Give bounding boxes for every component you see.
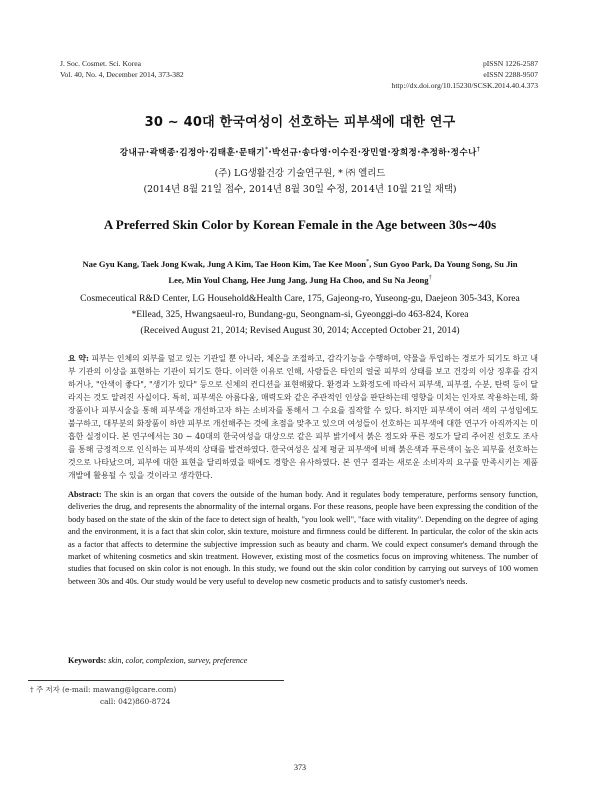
korean-authors-b: ·박선규·송다영·이수진·장민열·장희정·추정하·정수나 [268, 148, 477, 158]
pissn: pISSN 1226-2587 [482, 59, 538, 68]
english-authors-line1 [60, 255, 540, 271]
footnote-email: † 주 저자 (e-mail: mawang@lgcare.com) [30, 685, 177, 694]
keywords-list: skin, color, complexion, survey, preference [108, 656, 248, 665]
korean-abstract [68, 352, 538, 482]
korean-authors-a: 강내규·곽택종·김정아·김태훈·문태기 [119, 148, 265, 158]
english-abstract [68, 489, 538, 588]
english-affiliation-2: *Ellead, 325, Hwangsaeul-ro, Bundang-gu, Seongnam-si, Gyeonggi-do 463-824, Korea [131, 309, 469, 320]
english-title: A Preferred Skin Color by Korean Female in the Age between 30s∼40s [103, 217, 497, 232]
korean-dates: (2014년 8월 21일 접수, 2014년 8월 30일 수정, 2014년 10월 21일 채택) [143, 184, 457, 195]
korean-corresponding-mark: † [476, 146, 481, 154]
english-affiliation-1: Cosmeceutical R&D Center, LG Household&Health Care, 175, Gajeong-ro, Yuseong-gu, Daejeon 305-343, Korea [80, 293, 520, 304]
english-received-dates: (Received August 21, 2014; Revised August 30, 2014; Accepted October 21, 2014) [140, 325, 460, 336]
footnote-divider [28, 680, 284, 681]
doi-link[interactable]: http://dx.doi.org/10.15230/SCSK.2014.40.4.373 [391, 81, 538, 90]
korean-title: 30 ∼ 40대 한국여성이 선호하는 피부색에 대한 연구 [144, 115, 456, 130]
footnote-phone: call: 042)860-8724 [100, 697, 171, 706]
footnote [30, 684, 176, 708]
journal-name: J. Soc. Cosmet. Sci. Korea [60, 59, 141, 68]
english-authors [60, 255, 540, 287]
keywords-label: Keywords: [68, 656, 107, 665]
korean-affiliation-line: (주) LG생활건강 기술연구원, * ㈜ 엘리드 [214, 168, 386, 179]
page-number: 373 [294, 763, 306, 772]
keywords [68, 656, 538, 665]
english-affiliation [40, 291, 560, 339]
english-corresponding-mark: † [428, 274, 432, 281]
english-authors-a: Nae Gyu Kang, Taek Jong Kwak, Jung A Kim, Tae Hoon Kim, Tae Kee Moon [82, 258, 367, 269]
journal-identifiers [392, 58, 538, 91]
journal-citation [60, 58, 184, 80]
english-abstract-label: Abstract: [68, 490, 102, 499]
journal-volume: Vol. 40, No. 4, December 2014, 373-382 [60, 70, 184, 79]
eissn: eISSN 2288-9507 [483, 70, 538, 79]
english-author-mark: * [366, 259, 370, 265]
korean-authors [0, 146, 600, 158]
english-authors-b: , Sun Gyoo Park, Da Young Song, Su Jin [369, 258, 518, 269]
korean-abstract-label: 요 약: [68, 354, 89, 363]
korean-abstract-text: 피부는 인체의 외부를 덮고 있는 기관일 뿐 아니라, 체온을 조절하고, 감각기능을 수행하며, 약물을 투입하는 경로가 되기도 하고 내부 기관의 이상을 표현하는 기관이 되기도 한다. 이러한 이유로 인해, 사람들은 타인의 얼굴 피부의 상태를 보고 건강의 이상 징후를 감지하거나, "안색이 좋다", "생기가 있다" 등으로 신체의 컨디션을 표현해왔다. 환경과 노화정도에 따라서 피부색, 피부결, 수분, 탄력 등이 달라지는 것도 알려진 사실이다. 특히, 피부색은 아름다움, 매력도와 같은 주관적인 인상을 판단하는데 영향을 미치는 인자로 작용하는데, 화장품이나 피부시술을 통해 피부색을 개선하고자 하는 소비자를 통해서 그 수요를 짐작할 수 있다. 하지만 피부색이 여러 색의 구성임에도 불구하고, 대부분의 화장품이 하얀 피부로 개선해주는 것에 초점을 맞추고 있으며 여성들이 선호하는 피부색에 대한 연구가 아직까지는 미흡한 실정이다. 본 연구에서는 30 ∼ 40대의 한국여성을 대상으로 같은 피부 밝기에서 붉은 정도와 푸른 정도가 달리 주어진 선호도 조사를 통해 긍정적으로 인식하는 피부색의 상태를 발견하였다. 한국여성은 실제 평균 피부색에 비해 붉은색과 푸른색이 높은 피부를 선호하는 것으로 나타났으며, 피부에 대한 표현을 달리하였을 때에도 경향은 유사하였다. 본 연구 결과는 새로운 소비자의 요구를 만족시키는 제품 개발에 활용될 수 있을 것이라고 생각한다. [68, 354, 539, 480]
korean-author-mark: * [264, 146, 269, 154]
english-authors-c: Lee, Min Youl Chang, Hee Jung Jang, Jung Ha Choo, and Su Na Jeong [168, 274, 429, 285]
english-abstract-text: The skin is an organ that covers the outside of the human body. And it regulates body temperature, performs sensory function, deliveries the drug, and represents the abnormality of the internal organs. For these reasons, people have been expressing the condition of the body based on the state of the skin of the face to detect sign of health, "you look well", "face with vitality". Depending on the degree of aging and the environment, it is a fact that skin color, skin texture, moisture and firmness could be different. In particular, the color of the skin acts as a factor that affects to determine the subjective impression such as beauty and charm. We could expect consumer's demand through the market of whitening cosmetics and skin treatment. However, existing most of the cosmetics focus on improving whiteness. The number of studies that focused on skin color is not enough. In this study, we found out the skin color condition by carrying out surveys of 100 women between 30s and 40s. Our study would be very useful to develop new cosmetic products and to satisfy customer's needs. [68, 490, 538, 586]
english-authors-line2 [60, 271, 540, 287]
korean-affiliation [0, 166, 600, 198]
